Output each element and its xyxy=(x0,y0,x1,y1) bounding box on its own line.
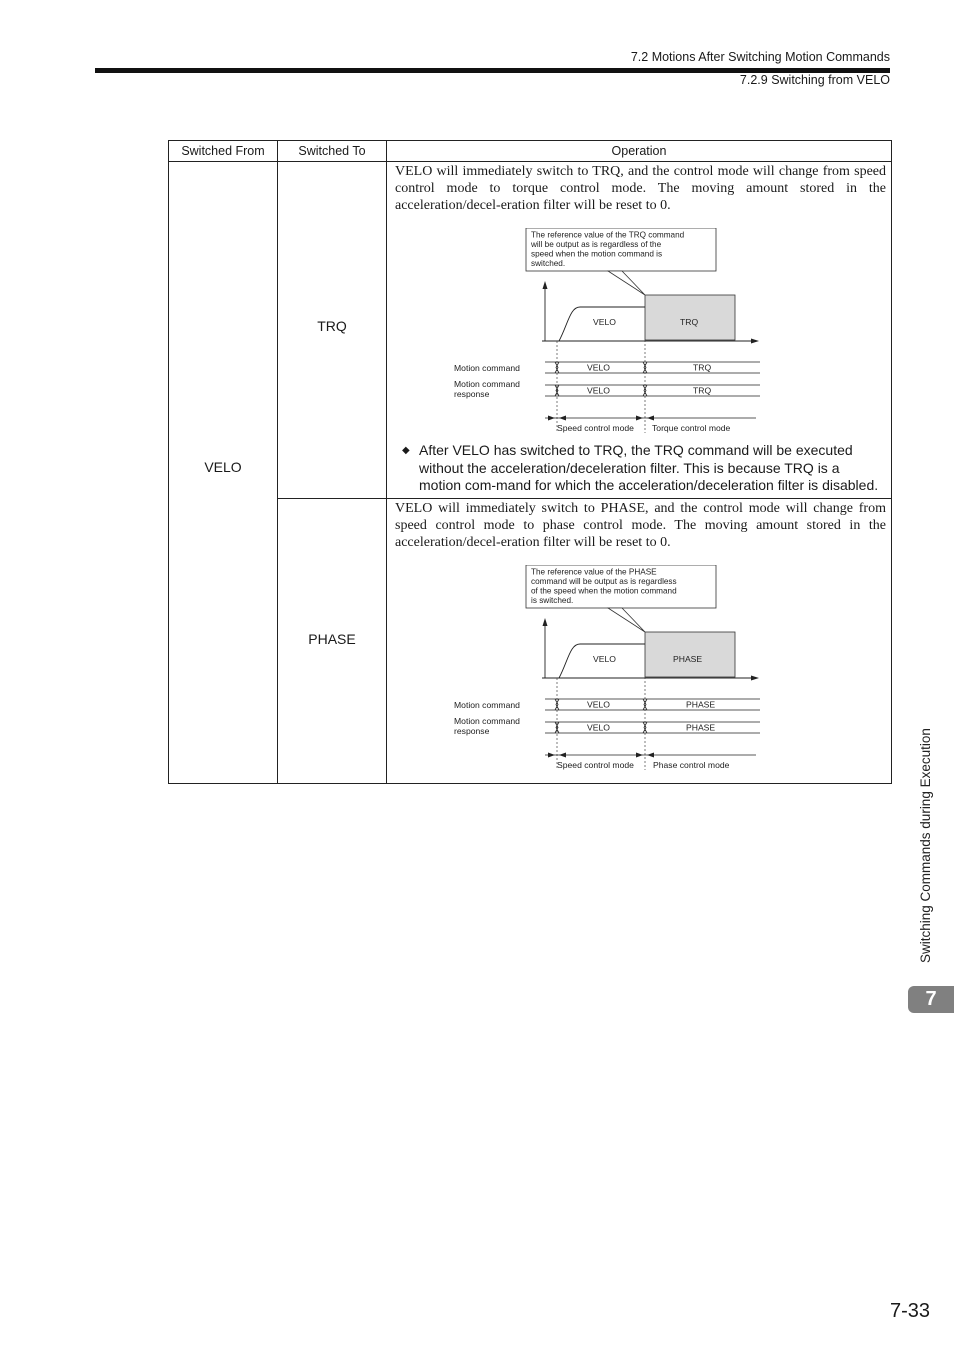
chapter-tab: 7 xyxy=(908,986,954,1013)
header-section-title: 7.2 Motions After Switching Motion Commands xyxy=(630,50,890,64)
region-label-trq: TRQ xyxy=(680,317,699,327)
mode-label-torque: Torque control mode xyxy=(652,423,731,433)
response-label-line1: Motion command xyxy=(454,715,520,726)
response-label-line2: response xyxy=(454,389,490,399)
region-label-velo: VELO xyxy=(593,317,616,327)
callout-line: The reference value of the PHASE xyxy=(531,567,657,576)
switched-to-cell xyxy=(278,498,387,783)
header-operation: Operation xyxy=(387,141,892,162)
response-velo: VELO xyxy=(587,385,610,396)
callout-line: will be output as is regardless of the xyxy=(531,240,662,249)
table-row xyxy=(169,162,892,499)
table-row xyxy=(169,498,892,783)
motion-command-label: Motion command xyxy=(454,699,520,710)
mode-label-speed: Speed control mode xyxy=(557,759,634,770)
callout-line: speed when the motion command is xyxy=(531,249,663,259)
motion-command-phase: PHASE xyxy=(686,699,716,709)
response-velo: VELO xyxy=(587,722,610,732)
table-header-row xyxy=(169,141,892,162)
header-switched-to: Switched To xyxy=(278,141,387,162)
switched-to-value: TRQ xyxy=(317,317,347,334)
switched-to-cell xyxy=(278,162,387,499)
switching-table xyxy=(168,140,892,784)
callout-line: of the speed when the motion command xyxy=(531,586,677,595)
operation-cell xyxy=(387,498,892,783)
page-number: 7-33 xyxy=(889,1300,930,1322)
bullet-text: After VELO has switched to TRQ, the TRQ command will be executed without the acceleration/deceleration filter. This is because TRQ is a motion com-mand for which the acceleration/deceleration filter is disabled. xyxy=(419,442,879,493)
mode-label-phase: Phase control mode xyxy=(653,759,730,770)
callout-pointer xyxy=(608,271,645,295)
motion-command-velo: VELO xyxy=(587,699,610,709)
callout-line: switched. xyxy=(531,259,566,268)
response-label-line2: response xyxy=(454,725,490,736)
timing-diagram-phase xyxy=(446,565,766,775)
callout-line: command will be output as is regardless xyxy=(531,576,677,586)
switched-from-value: VELO xyxy=(204,459,242,476)
operation-cell xyxy=(387,162,892,499)
operation-description: VELO will immediately switch to PHASE, and the control mode will change from speed control mode to phase control mode. The moving amount stored in the acceleration/decel-eration filter will be reset to 0. xyxy=(395,500,886,550)
callout-line: The reference value of the TRQ command xyxy=(531,230,685,240)
motion-command-trq: TRQ xyxy=(693,362,712,373)
mode-label-speed: Speed control mode xyxy=(557,423,634,433)
timing-diagram-trq xyxy=(446,228,766,438)
region-label-phase: PHASE xyxy=(673,653,703,664)
chapter-side-label: Switching Commands during Execution xyxy=(918,728,933,963)
bullet-note xyxy=(387,438,891,498)
motion-command-velo: VELO xyxy=(587,362,610,373)
response-label-line1: Motion command xyxy=(454,379,520,389)
region-label-velo: VELO xyxy=(593,653,616,664)
header-subsection-title: 7.2.9 Switching from VELO xyxy=(739,73,890,87)
header-switched-from: Switched From xyxy=(169,141,278,162)
callout-pointer xyxy=(608,608,645,632)
motion-command-label: Motion command xyxy=(454,363,520,373)
operation-description: VELO will immediately switch to TRQ, and the control mode will change from speed control mode to torque control mode. The moving amount stored in the acceleration/decel-eration filter will be reset to 0. xyxy=(395,164,886,213)
switched-from-cell xyxy=(169,162,278,784)
bullet-diamond-icon: ◆ xyxy=(402,445,410,456)
callout-line: is switched. xyxy=(531,595,574,605)
response-trq: TRQ xyxy=(693,385,712,396)
switched-to-value: PHASE xyxy=(308,630,356,647)
response-phase: PHASE xyxy=(686,722,716,732)
